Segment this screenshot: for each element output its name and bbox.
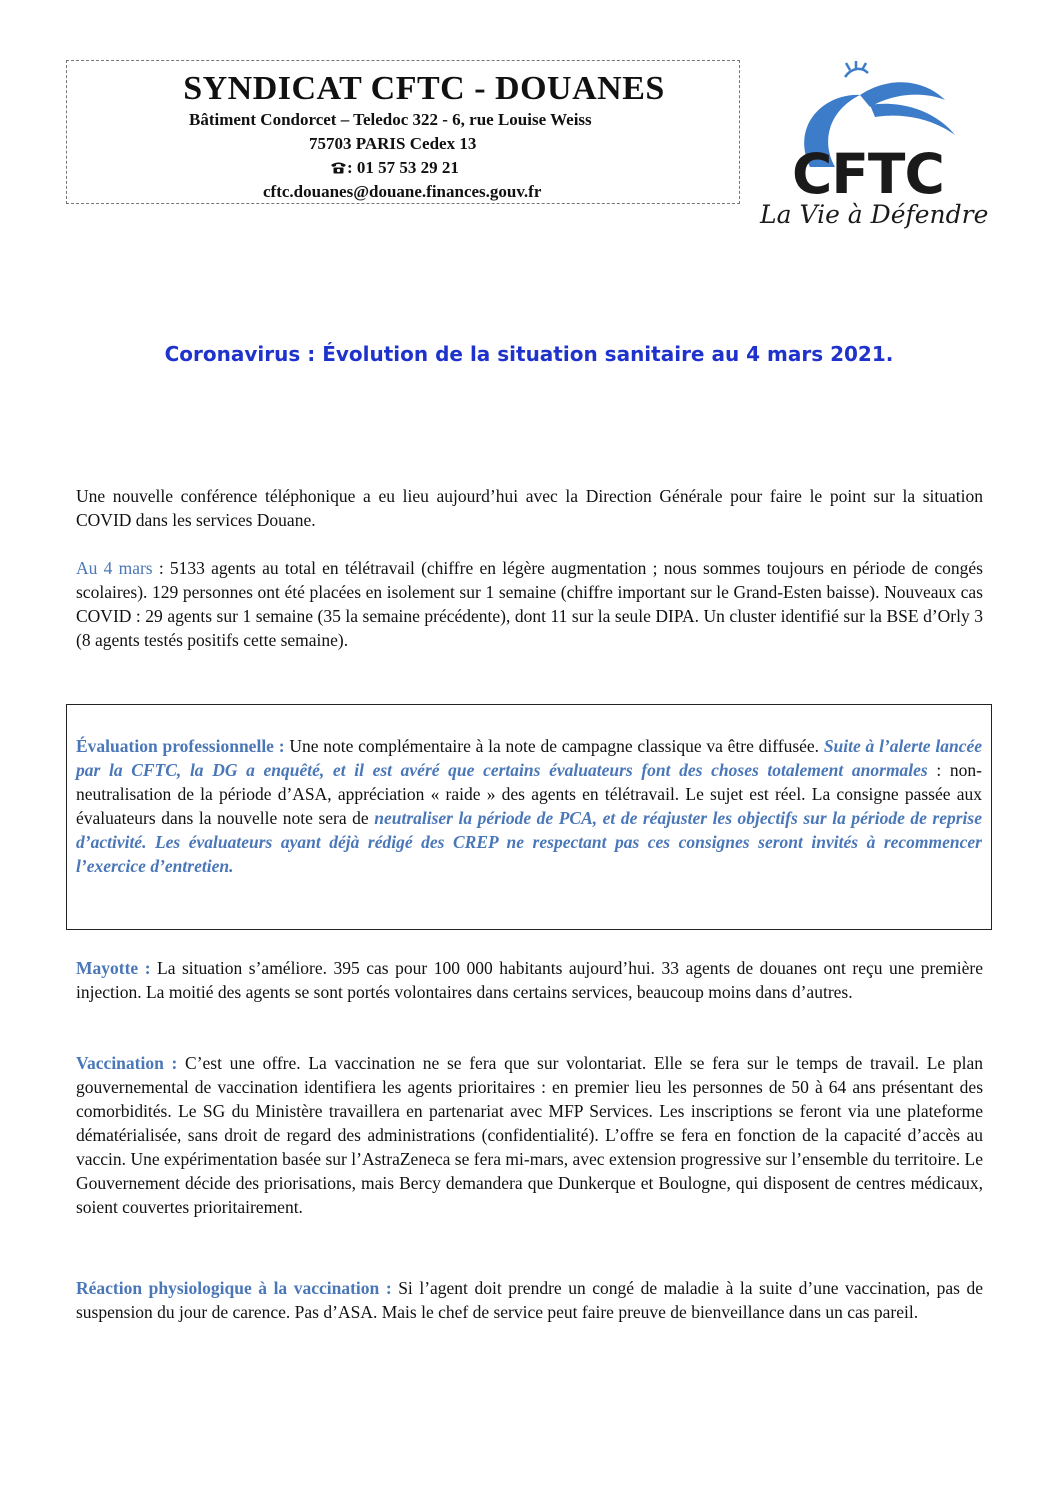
- phone-line: [330, 158, 459, 178]
- text-reaction: Si l’agent doit prendre un congé de maladie à la suite d’une vaccination, pas de suspension du jour de carence. Pas d’ASA. Mais le chef de service peut faire preuve de bienveillance dans un cas pareil.: [76, 1278, 983, 1322]
- telephone-icon: [330, 159, 347, 172]
- text-vaccination: C’est une offre. La vaccination ne se fera que sur volontariat. Elle se fera sur le temps de travail. Le plan gouvernemental de vaccination identifiera les agents prioritaires : en premier lieu les personnes de 50 à 64 ans présentant des comorbidités. Le SG du Ministère travaillera en partenariat avec MFP Services. Les inscriptions se feront via une plateforme dématérialisée, sans droit de regard des administrations (confidentialité). L’offre se fera en fonction de la capacité d’accès au vaccin. Une expérimentation basée sur l’AstraZeneca se fera mi-mars, avec extension progressive sur l’ensemble du territoire. Le Gouvernement décide des priorisations, mais Bercy demandera que Dunkerque et Boulogne, qui disposent de centres médicaux, soient couvertes prioritairement.: [76, 1053, 983, 1217]
- address-line-1: Bâtiment Condorcet – Teledoc 322 - 6, rue Louise Weiss: [189, 110, 592, 129]
- paragraph-mayotte: [76, 956, 983, 1004]
- label-reaction: Réaction physiologique à la vaccination :: [76, 1278, 392, 1298]
- address-line-2: 75703 PARIS Cedex 13: [309, 134, 477, 153]
- email-address[interactable]: cftc.douanes@douane.finances.gouv.fr: [263, 182, 542, 201]
- label-4-mars: Au 4 mars: [76, 558, 153, 578]
- label-evaluation: Évaluation professionnelle :: [76, 736, 285, 756]
- emphasis-evaluation-2: neutraliser la période de PCA, et de réajuster les objectifs sur la période de reprise d’activité. Les évaluateurs ayant déjà rédigé des CREP ne respectant pas ces consignes seront invités à recommencer l’exercice d’entretien.: [76, 808, 982, 876]
- intro-paragraph: Une nouvelle conférence téléphonique a eu lieu aujourd’hui avec la Direction Générale pour faire le point sur la situation COVID dans les services Douane.: [76, 486, 983, 530]
- emphasis-evaluation-1: Suite à l’alerte lancée par la CFTC, la DG a enquêté, et il est avéré que certains évaluateurs font des choses totalement anormales: [76, 736, 982, 780]
- org-name: SYNDICAT CFTC - DOUANES: [183, 70, 665, 107]
- paragraph-4-mars: [76, 556, 983, 652]
- text-evaluation-2: : non-neutralisation de la période d’ASA, appréciation « raide » des agents en télétravail. Le sujet est réel. La consigne passée aux évaluateurs dans la nouvelle note sera de: [76, 760, 982, 828]
- paragraph-evaluation: [76, 734, 982, 878]
- text-evaluation-1: Une note complémentaire à la note de campagne classique va être diffusée.: [284, 736, 824, 756]
- label-mayotte: Mayotte :: [76, 958, 151, 978]
- logo-slogan: La Vie à Défendre: [760, 200, 989, 229]
- paragraph-reaction: [76, 1276, 983, 1324]
- text-4-mars: : 5133 agents au total en télétravail (chiffre en légère augmentation ; nous sommes toujours en période de congés scolaires). 129 personnes ont été placées en isolement sur 1 semaine (chiffre important sur le Grand-Esten baisse). Nouveaux cas COVID : 29 agents sur 1 semaine (35 la semaine précédente), dont 11 sur la seule DIPA. Un cluster identifié sur la BSE d’Orly 3 (8 agents testés positifs cette semaine).: [76, 558, 983, 650]
- label-vaccination: Vaccination :: [76, 1053, 178, 1073]
- logo-acronym: CFTC: [792, 142, 944, 206]
- document-title: Coronavirus : Évolution de la situation sanitaire au 4 mars 2021.: [164, 342, 894, 366]
- phone-number: : 01 57 53 29 21: [347, 158, 459, 177]
- text-mayotte: La situation s’améliore. 395 cas pour 100 000 habitants aujourd’hui. 33 agents de douanes ont reçu une première injection. La moitié des agents se sont portés volontaires dans certains services, beaucoup moins dans d’autres.: [76, 958, 983, 1002]
- paragraph-vaccination: [76, 1051, 983, 1219]
